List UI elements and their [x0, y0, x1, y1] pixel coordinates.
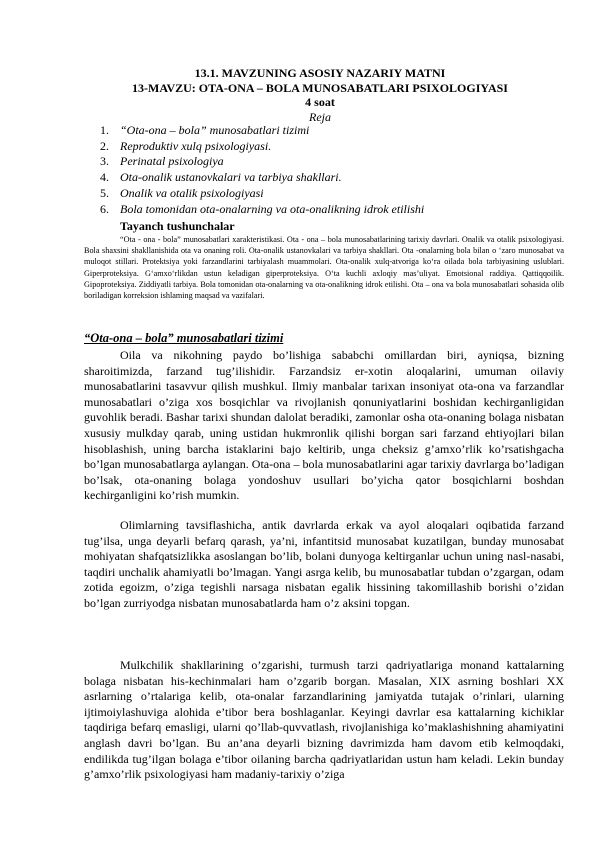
- plan-list: [100, 123, 570, 217]
- keywords-title: Tayanch tushunchalar: [120, 219, 235, 233]
- plan-item: [100, 186, 570, 202]
- body-paragraph: Mulkchilik shakllarining o’zgarishi, turmush tarzi qadriyatlariga monand kattalarning bolaga nisbatan his-kechinmalari ham o’zgarib borgan. Masalan, XIX asrning boshlari XX asrlarning o’rtalariga kelib, ota-onalar farzandlarining jamiyatda tutajak o’rinlari, ularning ijtimoiylashuviga alohida e’tibor bera boshlaganlar. Keyingi davrlar esa kattalarning kichiklar taqdiriga befarq emasligi, ularni qo’llab-quvvatlash, rivojlanishiga ko’maklashishning ahamiyatini anglash davri bo’lgan. Bu an’ana deyarli bizning davrimizda ham davom etib kelmoqdaki, endilikda tug’ilgan bolaga e’tibor oilaning barcha qadriyatlaridan ustun ham keladi. Lekin bunday g’amxo’rlik psixologiyasi ham madaniy-tarixiy o’ziga: [84, 658, 564, 782]
- plan-label: Reja: [309, 110, 331, 124]
- topic-title: 13-MAVZU: OTA-ONA – BOLA MUNOSABATLARI PSIXOLOGIYASI: [132, 81, 508, 95]
- section-heading: “Ota-ona – bola” munosabatlari tizimi: [84, 331, 284, 345]
- section-number-title: 13.1. MAVZUNING ASOSIY NAZARIY MATNI: [194, 66, 446, 80]
- plan-item-number: 1.: [100, 123, 109, 137]
- plan-item-text: Reproduktiv xulq psixologiyasi.: [120, 138, 272, 153]
- plan-item-number: 5.: [100, 185, 109, 200]
- keywords-text: “Ota - ona - bola” munosabatlari xarakteristikasi. Ota - ona – bola munosabatlarining tarixiy davrlari. Onalik va otalik psixologiyasi. Bola shaxsini shakllanishida ota va onaning roli. Ota-onalik ustanovkalari va tarbiya shakllari. Ota -onalarning bola bilan o ‘zaro munosabat va muloqot stillari. Protektsiya yoki farzandlarini tarbiyalash muammolari. Ota-onalik xulq-atvoriga ko‘ra oilada bola tarbiyasining uslublari. Giperproteksiya. G‘amxo‘rlikdan ustun keladigan giperproteksiya. O‘ta kuchli axloqiy mas’uliyat. Emotsional raddiya. Qattiqqoilik. Gipoproteksiya. Ziddiyatli tarbiya. Bola tomonidan ota-onalarning va ota-onalikning idrok etilishi. Ota – ona va bola munosabatlari sohasida olib boriladigan korreksion ishlaming maqsad va vazifalari.: [84, 235, 564, 301]
- plan-item: [100, 154, 570, 170]
- plan-item-number: 6.: [100, 201, 109, 216]
- plan-item-number: 4.: [100, 170, 109, 185]
- body-paragraph: Oila va nikohning paydo bo’lishiga sababchi omillardan biri, ayniqsa, bizning sharoitimizda, farzand tug’ilishidir. Farzandsiz er-xotin aloqalarini, umuman oilaviy munosabatlarini tasavvur qilish mushkul. Ilmiy manbalar tarixan insoniyat ota-ona va farzandlar munosabatlari o’ziga xos bosqichlar va rivojlanish qonuniyatlarini boshidan kechirganligidan guvohlik beradi. Bashar tarixi shundan dalolat beradiki, zamonlar osha ota-onaning bolaga nisbatan xususiy mulkday qarab, uning ustidan hukmronlik qilishi borgan sari farzand ehtiyojlari bilan hisoblashish, uning barcha istaklarini bajo keltirib, unga cheksiz g’amxo’rlik ko’rsatishgacha bo’lgan munosabatlarga aylangan. Ota-ona – bola munosabatlarini agar tarixiy davrlarga bo’ladigan bo’lsak, ota-onaning bolaga yondoshuv usullari bo’yicha qator bosqichlarni boshdan kechirganligini ko’rish mumkin.: [84, 348, 564, 503]
- plan-item-text: Ota-onalik ustanovkalari va tarbiya shakllari.: [120, 170, 342, 185]
- plan-item-text: Bola tomonidan ota-onalarning va ota-onalikning idrok etilishi: [120, 201, 425, 216]
- plan-item-text: Onalik va otalik psixologiyasi: [120, 185, 264, 200]
- plan-item: [100, 123, 570, 139]
- body-paragraph: Olimlarning tavsiflashicha, antik davrlarda erkak va ayol aloqalari oqibatida farzand tug’ilsa, unga deyarli befarq qarash, ya’ni, infantitsid munosabat kuzatilgan, bunday munosabat mohiyatan shafqatsizlikka asoslangan bo’lib, bolani dunyoga keltirganlar uchun uning nasl-nasabi, taqdiri unchalik ahamiyatli bo’lmagan. Yangi asrga kelib, bu munosabatlar tubdan o’zgargan, odam zotida egoizm, o’ziga tegishli narsaga nisbatan egalik hissining takomillashib borishi o’zidan bo’lgan zurriyodga nisbatan munosabatlarda ham o’z aksini topgan.: [84, 518, 564, 610]
- plan-item: [100, 170, 570, 186]
- plan-item-number: 2.: [100, 138, 109, 153]
- plan-item-number: 3.: [100, 154, 109, 169]
- plan-item-text: “Ota-ona – bola” munosabatlari tizimi: [120, 123, 310, 137]
- plan-item-text: Perinatal psixologiya: [120, 154, 224, 169]
- hours-label: 4 soat: [305, 95, 335, 109]
- plan-item: [100, 139, 570, 155]
- plan-item: [100, 202, 570, 218]
